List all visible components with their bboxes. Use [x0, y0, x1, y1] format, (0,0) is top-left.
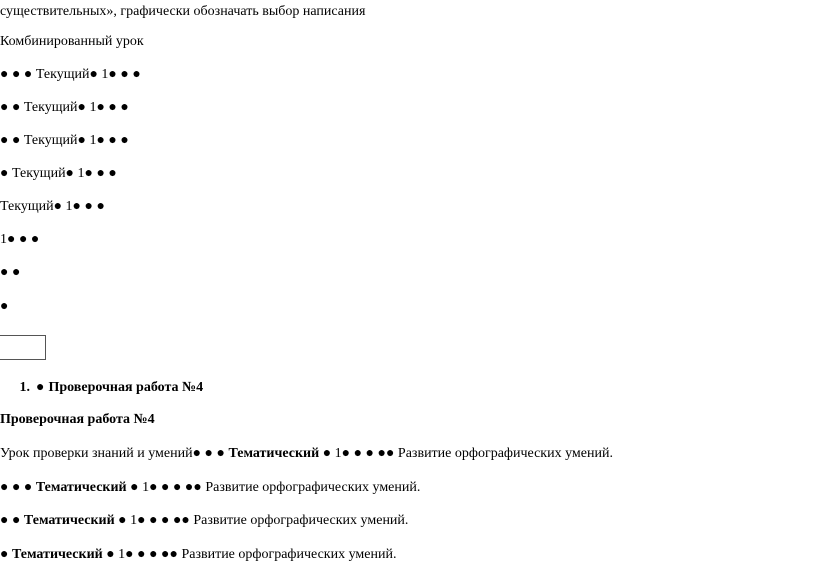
bullet-line: ● Текущий● 1● ● ●: [0, 166, 117, 181]
bullet-line: ● ● Текущий● 1● ● ●: [0, 133, 129, 148]
bullet-line: 1● ● ●: [0, 232, 40, 247]
lesson-type: Комбинированный урок: [0, 34, 144, 49]
thematic-prefix: ● ●: [0, 513, 24, 528]
thematic-line: [0, 547, 396, 563]
lesson-check-suffix: ● 1● ● ● ●● Развитие орфографических умений.: [319, 446, 613, 461]
lesson-check-prefix: Урок проверки знаний и умений● ● ●: [0, 446, 229, 461]
thematic-line: [0, 513, 408, 529]
section-heading: Проверочная работа №4: [0, 412, 155, 427]
numbered-list-item: [0, 380, 203, 396]
list-bullet: ●: [36, 380, 45, 395]
thematic-line: [0, 480, 420, 496]
empty-frame: [0, 335, 46, 360]
lesson-check-type: Тематический: [228, 446, 320, 461]
bullet-line: Текущий● 1● ● ●: [0, 199, 105, 214]
thematic-prefix: ● ● ●: [0, 480, 36, 495]
thematic-prefix: ●: [0, 547, 12, 562]
bullet-line: ● ● Текущий● 1● ● ●: [0, 100, 129, 115]
thematic-type: Тематический: [35, 480, 127, 495]
thematic-suffix: ● 1● ● ● ●● Развитие орфографических умений.: [102, 547, 397, 562]
thematic-suffix: ● 1● ● ● ●● Развитие орфографических умений.: [126, 480, 421, 495]
top-text-line: существительных», графически обозначать выбор написания: [0, 4, 366, 19]
bullet-line: ●: [0, 299, 9, 314]
thematic-type: Тематический: [11, 547, 103, 562]
lesson-check-line: [0, 446, 613, 462]
list-number: 1.: [19, 380, 30, 395]
list-item-text: Проверочная работа №4: [48, 380, 204, 395]
thematic-suffix: ● 1● ● ● ●● Развитие орфографических умений.: [114, 513, 409, 528]
bullet-line: ● ● ● Текущий● 1● ● ●: [0, 67, 141, 82]
thematic-type: Тематический: [23, 513, 115, 528]
bullet-line: ● ●: [0, 265, 21, 280]
